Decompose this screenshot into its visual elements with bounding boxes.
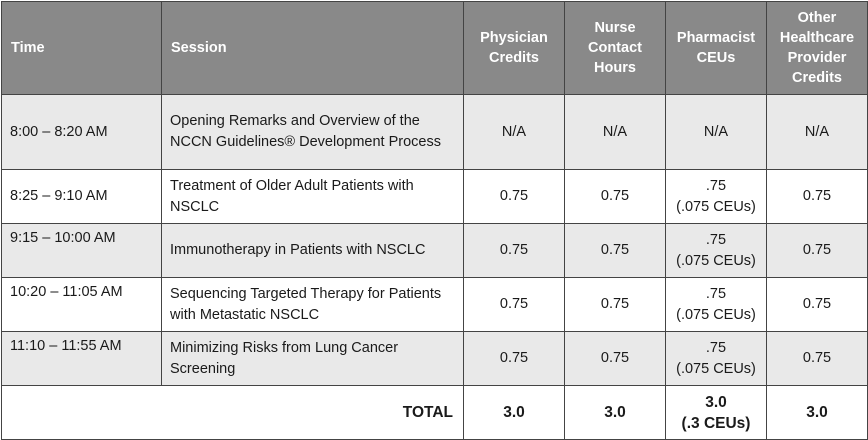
- header-time: Time: [2, 2, 162, 95]
- header-session: Session: [162, 2, 464, 95]
- header-other-line: Provider: [787, 50, 847, 66]
- pharmacist-value: .75: [705, 231, 727, 248]
- pharmacist-cell: [666, 332, 767, 386]
- header-physician-line: Credits: [489, 50, 539, 66]
- header-row: [2, 2, 868, 95]
- physician-cell: 0.75: [464, 224, 565, 278]
- physician-cell: 0.75: [464, 332, 565, 386]
- header-nurse-contact-hours: [565, 2, 666, 95]
- total-nurse: 3.0: [565, 386, 666, 440]
- header-other-line: Healthcare: [779, 30, 855, 46]
- header-other-line: Other: [797, 10, 837, 26]
- nurse-cell: 0.75: [565, 278, 666, 332]
- pharmacist-ceu-note: (.075 CEUs): [676, 198, 756, 215]
- session-cell: Treatment of Older Adult Patients with NSCLC: [162, 170, 464, 224]
- time-cell: 8:25 – 9:10 AM: [2, 170, 162, 224]
- total-physician: 3.0: [464, 386, 565, 440]
- header-pharmacist-ceus: [666, 2, 767, 95]
- table-row: [2, 332, 868, 386]
- pharmacist-value: .75: [705, 177, 727, 194]
- session-cell: Opening Remarks and Overview of the NCCN Guidelines® Development Process: [162, 95, 464, 170]
- other-cell: 0.75: [767, 278, 868, 332]
- other-cell: N/A: [767, 95, 868, 170]
- nurse-cell: 0.75: [565, 224, 666, 278]
- pharmacist-cell: [666, 170, 767, 224]
- physician-cell: N/A: [464, 95, 565, 170]
- physician-cell: 0.75: [464, 278, 565, 332]
- time-cell: 8:00 – 8:20 AM: [2, 95, 162, 170]
- credits-table: [1, 1, 868, 440]
- header-physician-line: Physician: [480, 30, 548, 46]
- session-cell: Minimizing Risks from Lung Cancer Screening: [162, 332, 464, 386]
- header-nurse-line: Nurse: [594, 20, 636, 36]
- pharmacist-value: .75: [705, 339, 727, 356]
- total-row: [2, 386, 868, 440]
- other-cell: 0.75: [767, 332, 868, 386]
- total-pharmacist-ceu-note: (.3 CEUs): [681, 414, 751, 432]
- time-cell: 9:15 – 10:00 AM: [2, 224, 162, 278]
- nurse-cell: 0.75: [565, 332, 666, 386]
- nurse-cell: 0.75: [565, 170, 666, 224]
- total-other: 3.0: [767, 386, 868, 440]
- total-pharmacist-value: 3.0: [705, 393, 727, 411]
- header-nurse-line: Hours: [594, 60, 636, 76]
- time-cell: 11:10 – 11:55 AM: [2, 332, 162, 386]
- pharmacist-cell: [666, 95, 767, 170]
- total-pharmacist: [666, 386, 767, 440]
- physician-cell: 0.75: [464, 170, 565, 224]
- pharmacist-cell: [666, 224, 767, 278]
- session-cell: Immunotherapy in Patients with NSCLC: [162, 224, 464, 278]
- pharmacist-ceu-note: (.075 CEUs): [676, 252, 756, 269]
- table-row: [2, 278, 868, 332]
- header-pharmacist-line: Pharmacist: [676, 30, 756, 46]
- table-row: [2, 95, 868, 170]
- pharmacist-ceu-note: (.075 CEUs): [676, 306, 756, 323]
- header-nurse-line: Contact: [588, 40, 642, 56]
- header-physician-credits: [464, 2, 565, 95]
- pharmacist-value: .75: [705, 285, 727, 302]
- header-other-line: Credits: [792, 70, 842, 86]
- table-row: [2, 170, 868, 224]
- time-cell: 10:20 – 11:05 AM: [2, 278, 162, 332]
- header-other-provider-credits: [767, 2, 868, 95]
- total-label: TOTAL: [2, 386, 464, 440]
- other-cell: 0.75: [767, 224, 868, 278]
- other-cell: 0.75: [767, 170, 868, 224]
- pharmacist-value: N/A: [703, 123, 729, 140]
- pharmacist-cell: [666, 278, 767, 332]
- pharmacist-ceu-note: (.075 CEUs): [676, 360, 756, 377]
- table-row: [2, 224, 868, 278]
- nurse-cell: N/A: [565, 95, 666, 170]
- header-pharmacist-line: CEUs: [696, 50, 736, 66]
- session-cell: Sequencing Targeted Therapy for Patients with Metastatic NSCLC: [162, 278, 464, 332]
